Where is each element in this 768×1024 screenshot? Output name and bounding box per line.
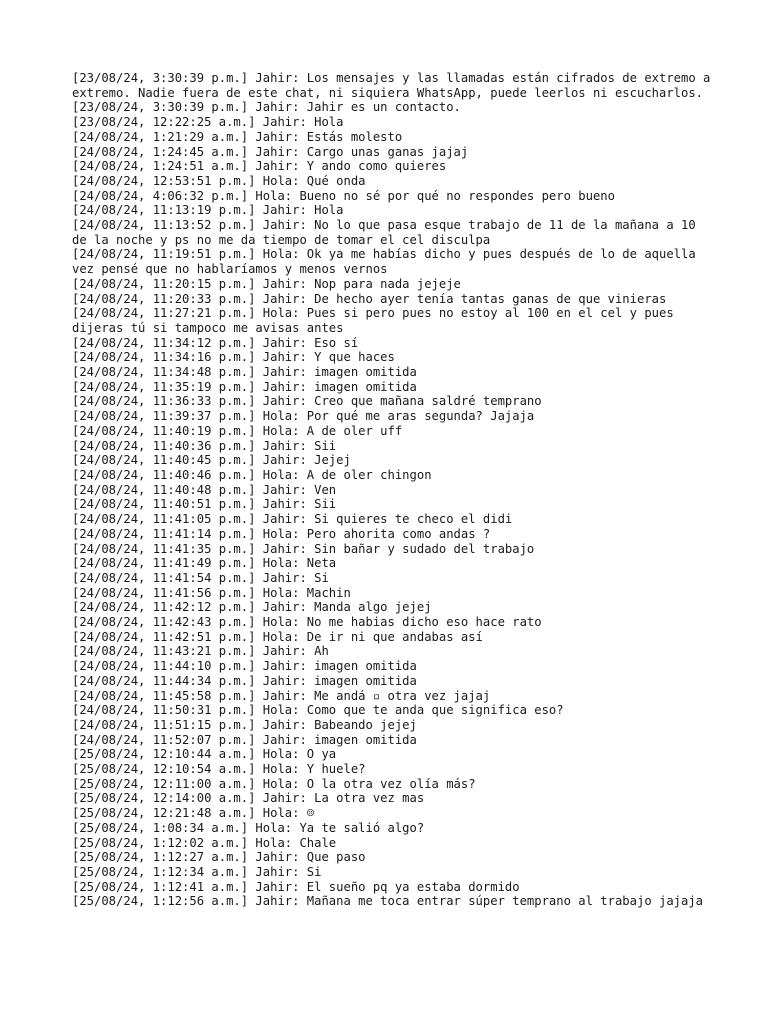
chat-line: [24/08/24, 1:21:29 a.m.] Jahir: Estás molesto (72, 129, 403, 144)
chat-line: [25/08/24, 12:21:48 a.m.] Hola: ☹ (72, 806, 315, 821)
chat-line: [23/08/24, 3:30:39 p.m.] Jahir: Jahir es un contacto. (72, 100, 461, 115)
chat-line: [25/08/24, 1:12:41 a.m.] Jahir: El sueño pq ya estaba dormido (72, 879, 520, 894)
chat-line: [24/08/24, 11:20:15 p.m.] Jahir: Nop para nada jejeje (72, 276, 461, 291)
chat-transcript (72, 71, 718, 909)
chat-line: [24/08/24, 11:41:54 p.m.] Jahir: Si (72, 570, 329, 585)
chat-line: [24/08/24, 11:44:34 p.m.] Jahir: imagen omitida (72, 673, 417, 688)
chat-line: [24/08/24, 11:34:12 p.m.] Jahir: Eso sí (72, 335, 359, 350)
chat-line: [24/08/24, 11:42:12 p.m.] Jahir: Manda algo jejej (72, 600, 432, 615)
chat-line: [24/08/24, 11:40:48 p.m.] Jahir: Ven (72, 482, 337, 497)
chat-line: [25/08/24, 1:12:02 a.m.] Hola: Chale (72, 835, 337, 850)
chat-line: [23/08/24, 3:30:39 p.m.] Jahir: Los mensajes y las llamadas están cifrados de extremo a extremo. Nadie fuera de este chat, ni siquiera WhatsApp, puede leerlos ni escucharlos. (72, 71, 718, 100)
chat-line: [24/08/24, 11:50:31 p.m.] Hola: Como que te anda que significa eso? (72, 703, 564, 718)
chat-line: [24/08/24, 11:35:19 p.m.] Jahir: imagen omitida (72, 379, 417, 394)
chat-line: [24/08/24, 11:44:10 p.m.] Jahir: imagen omitida (72, 659, 417, 674)
chat-line: [24/08/24, 12:53:51 p.m.] Hola: Qué onda (72, 173, 366, 188)
chat-line: [25/08/24, 1:12:34 a.m.] Jahir: Si (72, 864, 322, 879)
chat-line: [24/08/24, 11:51:15 p.m.] Jahir: Babeando jejej (72, 717, 417, 732)
chat-line: [24/08/24, 1:24:45 a.m.] Jahir: Cargo unas ganas jajaj (72, 144, 469, 159)
chat-line: [24/08/24, 11:40:51 p.m.] Jahir: Sii (72, 497, 337, 512)
chat-line: [25/08/24, 12:10:54 a.m.] Hola: Y huele? (72, 762, 366, 777)
chat-line: [24/08/24, 11:52:07 p.m.] Jahir: imagen omitida (72, 732, 417, 747)
chat-line: [24/08/24, 11:43:21 p.m.] Jahir: Ah (72, 644, 329, 659)
chat-line: [25/08/24, 12:11:00 a.m.] Hola: O la otra vez olía más? (72, 776, 476, 791)
chat-line: [24/08/24, 11:39:37 p.m.] Hola: Por qué me aras segunda? Jajaja (72, 409, 535, 424)
chat-line: [24/08/24, 11:13:19 p.m.] Jahir: Hola (72, 203, 344, 218)
chat-line: [24/08/24, 11:36:33 p.m.] Jahir: Creo que mañana saldré temprano (72, 394, 542, 409)
chat-line: [25/08/24, 12:14:00 a.m.] Jahir: La otra vez mas (72, 791, 425, 806)
chat-line: [24/08/24, 11:13:52 p.m.] Jahir: No lo que pasa esque trabajo de 11 de la mañana a 10 de la noche y ps no me da tiempo de tomar el cel disculpa (72, 218, 704, 247)
chat-line: [24/08/24, 11:41:35 p.m.] Jahir: Sin bañar y sudado del trabajo (72, 541, 535, 556)
chat-line: [24/08/24, 11:34:16 p.m.] Jahir: Y que haces (72, 350, 395, 365)
chat-line: [24/08/24, 11:40:45 p.m.] Jahir: Jejej (72, 453, 351, 468)
chat-line: [25/08/24, 1:12:56 a.m.] Jahir: Mañana me toca entrar súper temprano al trabajo jajaja (72, 894, 704, 909)
chat-line: [24/08/24, 11:41:05 p.m.] Jahir: Si quieres te checo el didi (72, 512, 513, 527)
chat-line: [25/08/24, 1:12:27 a.m.] Jahir: Que paso (72, 850, 366, 865)
chat-line: [25/08/24, 1:08:34 a.m.] Hola: Ya te salió algo? (72, 820, 425, 835)
chat-line: [24/08/24, 11:40:36 p.m.] Jahir: Sii (72, 438, 337, 453)
chat-line: [24/08/24, 1:24:51 a.m.] Jahir: Y ando como quieres (72, 159, 447, 174)
chat-line: [25/08/24, 12:10:44 a.m.] Hola: O ya (72, 747, 337, 762)
chat-line: [24/08/24, 11:40:46 p.m.] Hola: A de oler chingon (72, 467, 432, 482)
chat-line: [24/08/24, 11:45:58 p.m.] Jahir: Me andá ▫ otra vez jajaj (72, 688, 491, 703)
chat-line: [24/08/24, 11:19:51 p.m.] Hola: Ok ya me habías dicho y pues después de lo de aquella vez pensé que no hablaríamos y menos vernos (72, 247, 704, 277)
chat-line: [24/08/24, 11:41:14 p.m.] Hola: Pero ahorita como andas ? (72, 526, 491, 541)
chat-line: [24/08/24, 11:40:19 p.m.] Hola: A de oler uff (72, 423, 403, 438)
chat-line: [24/08/24, 11:20:33 p.m.] Jahir: De hecho ayer tenía tantas ganas de que vinieras (72, 291, 667, 306)
chat-line: [24/08/24, 11:41:49 p.m.] Hola: Neta (72, 556, 337, 571)
chat-line: [24/08/24, 11:42:43 p.m.] Hola: No me habias dicho eso hace rato (72, 615, 542, 630)
chat-line: [23/08/24, 12:22:25 a.m.] Jahir: Hola (72, 115, 344, 130)
chat-line: [24/08/24, 11:41:56 p.m.] Hola: Machin (72, 585, 351, 600)
chat-line: [24/08/24, 11:42:51 p.m.] Hola: De ir ni que andabas así (72, 629, 483, 644)
chat-line: [24/08/24, 4:06:32 p.m.] Hola: Bueno no sé por qué no respondes pero bueno (72, 188, 615, 203)
chat-line: [24/08/24, 11:34:48 p.m.] Jahir: imagen omitida (72, 365, 417, 380)
chat-line: [24/08/24, 11:27:21 p.m.] Hola: Pues si pero pues no estoy al 100 en el cel y pues dijeras tú si tampoco me avisas antes (72, 306, 682, 335)
